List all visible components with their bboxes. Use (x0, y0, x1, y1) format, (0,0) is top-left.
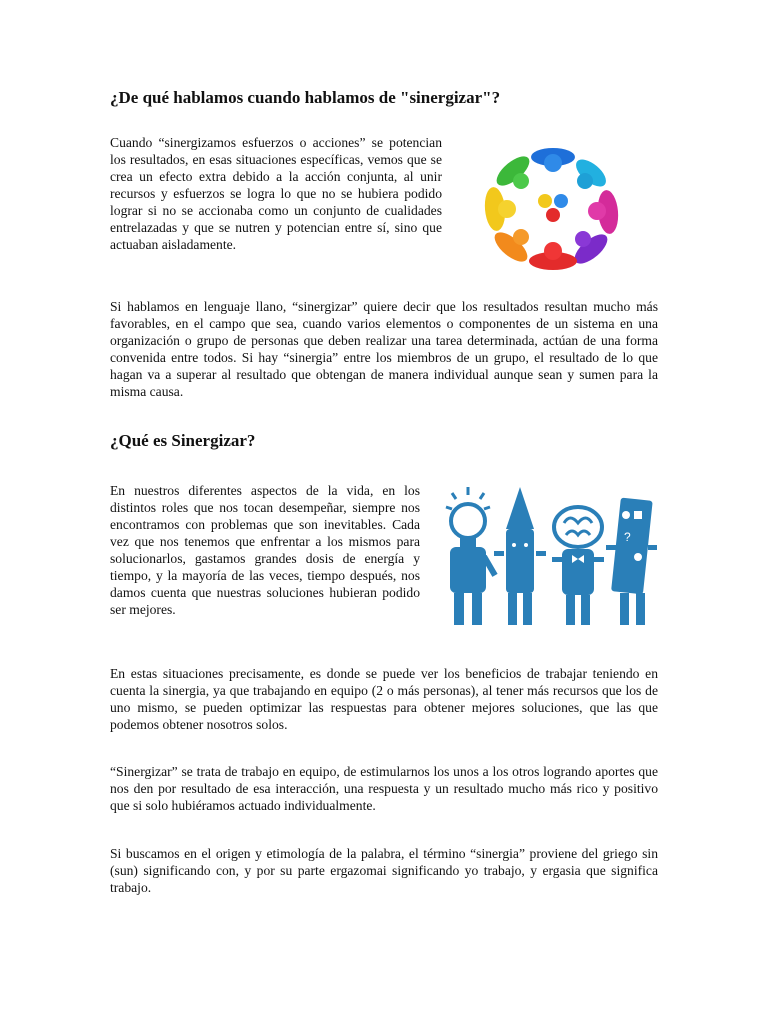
pencil-figure (494, 487, 546, 625)
four-blue-figures-illustration (432, 485, 658, 630)
section1-title: ¿De qué hablamos cuando hablamos de "sinergizar"? (110, 88, 501, 107)
section1-paragraph2: Si hablamos en lenguaje llano, “sinergizar” quiere decir que los resultados resultan mucho más favorables, en el campo que sea, cuando varios elementos o componentes de un sistema en una organización o grupo de personas que deben realizar una tarea determinada, actúan de una forma convenida entre todos. Si hay “sinergia” entre los miembros de un grupo, el resultado de lo que hagan va a superar al resultado que obtengan de manera individual aunque sean y sumen para la misma causa. (110, 299, 658, 399)
svg-text:?: ? (624, 530, 631, 544)
section1-paragraph1: Cuando “sinergizamos esfuerzos o acciones” se potencian los resultados, en esas situaciones específicas, vemos que se crea un efecto extra debido a la acción conjunta, al unir recursos y esfuerzos se logra lo que no se hubiera podido lograr si no se accionaba como un conjunto de cualidades entrelazadas y que se nutren y potencian entre sí, sino que actuaban aisladamente. (110, 135, 442, 252)
section2-paragraph1: En nuestros diferentes aspectos de la vida, en los distintos roles que nos tocan desempeñar, siempre nos encontramos con problemas que son inevitables. Cada vez que nos tenemos que enfrentar a los mismos para solucionarlos, gastamos grandes dosis de energía y tiempo, y la mayoría de las veces, tiempo después, nos damos cuenta que nuestras soluciones hubieran podido ser mejores. (110, 483, 420, 617)
brain-figure (552, 507, 604, 625)
lightbulb-figure (446, 487, 498, 625)
colorful-people-circle-illustration (458, 135, 648, 275)
notebook-figure (606, 498, 657, 625)
section2-paragraph3: “Sinergizar” se trata de trabajo en equipo, de estimularnos los unos a los otros logrando aportes que nos den por resultado de esa interacción, una respuesta y un resultado mucho más rico y positivo que si solo hubiéramos actuado individualmente. (110, 764, 658, 813)
section2-title: ¿Qué es Sinergizar? (110, 431, 256, 450)
section2-paragraph2: En estas situaciones precisamente, es donde se puede ver los beneficios de trabajar teniendo en cuenta la sinergia, ya que trabajando en equipo (2 o más personas), al tener más recursos que los de uno mismo, se pueden optimizar las respuestas para obtener mejores soluciones, que las que podemos obtener nosotros solos. (110, 666, 658, 732)
section2-paragraph4: Si buscamos en el origen y etimología de la palabra, el término “sinergia” proviene del griego sin (sun) significando con, y por su parte ergazomai significando yo trabajo, y ergasia que significa trabajo. (110, 846, 658, 895)
